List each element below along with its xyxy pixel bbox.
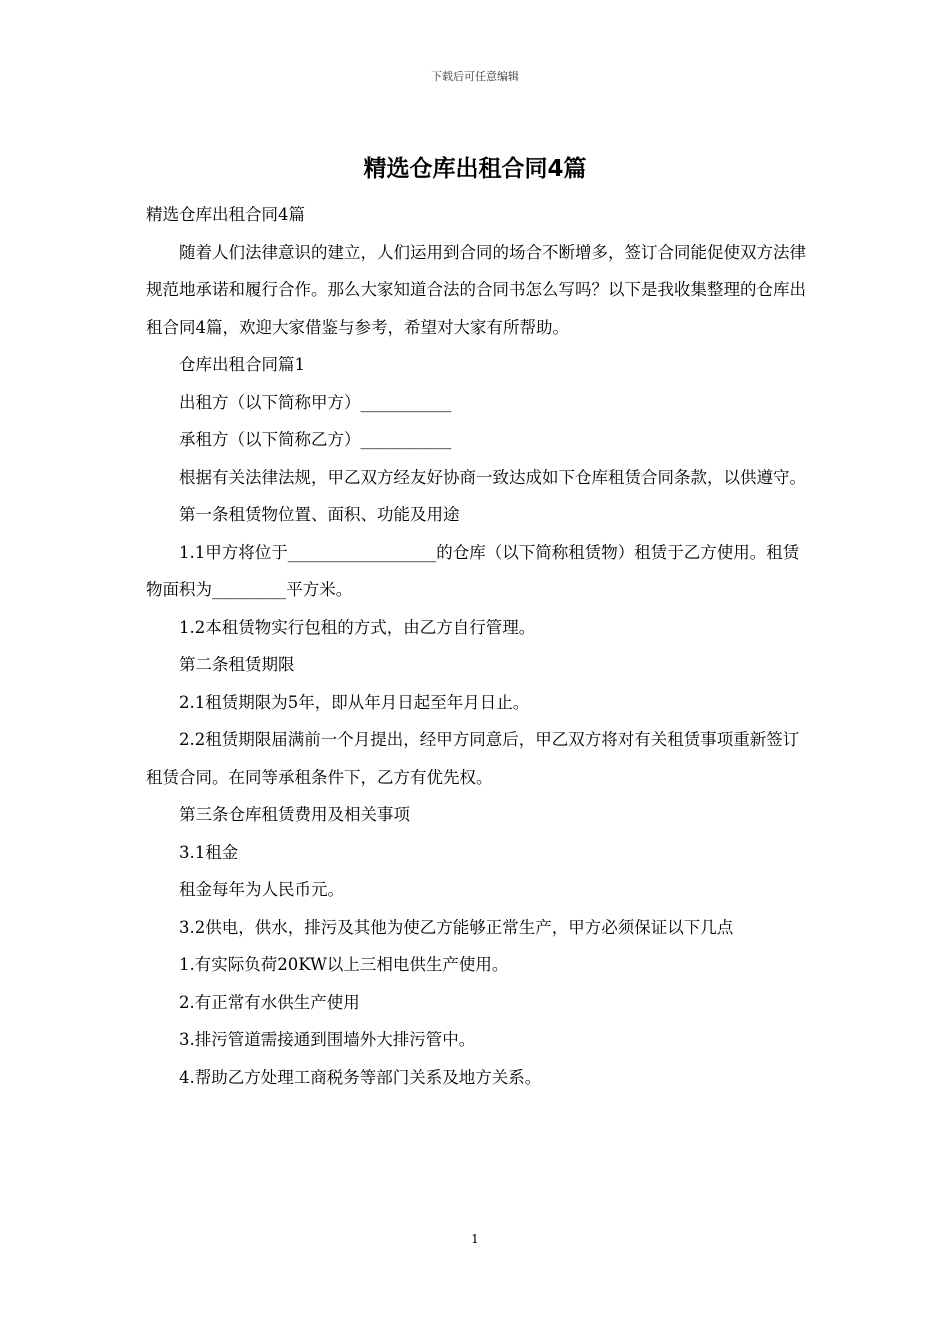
page-number: 1 (471, 1232, 479, 1246)
clause-heading: 第一条租赁物位置、面积、功能及用途 (179, 505, 460, 524)
list-item: 1.有实际负荷20KW以上三相电供生产使用。 (179, 955, 509, 974)
paragraph: 根据有关法律法规，甲乙双方经友好协商一致达成如下仓库租赁合同条款，以供遵守。 (179, 467, 806, 487)
paragraph: 随着人们法律意识的建立，人们运用到合同的场合不断增多，签订合同能促使双方法律规范地承诺和履行合作。那么大家知道合法的合同书怎么写吗？以下是我收集整理的仓库出租合同4篇，欢迎大家借鉴与参考，希望对大家有所帮助。 (146, 242, 806, 337)
document-title: 精选仓库出租合同4篇 (363, 156, 587, 182)
paragraph: 1.2本租赁物实行包租的方式，由乙方自行管理。 (179, 617, 536, 637)
clause-heading: 第二条租赁期限 (179, 655, 295, 674)
paragraph: 承租方（以下简称乙方）___________ (179, 430, 452, 449)
list-item: 4.帮助乙方处理工商税务等部门关系及地方关系。 (179, 1067, 542, 1087)
document-body (146, 196, 810, 1096)
clause-heading: 第三条仓库租赁费用及相关事项 (179, 805, 410, 824)
paragraph: 出租方（以下简称甲方）___________ (179, 392, 452, 412)
paragraph: 租金每年为人民币元。 (179, 880, 344, 899)
paragraph: 1.1甲方将位于__________________的仓库（以下简称租赁物）租赁于乙方使用。租赁物面积为_________平方米。 (146, 542, 800, 599)
paragraph: 3.2供电，供水，排污及其他为使乙方能够正常生产，甲方必须保证以下几点 (179, 917, 734, 937)
list-item: 2.有正常有水供生产使用 (179, 992, 360, 1012)
header-note: 下载后可任意编辑 (431, 70, 519, 83)
paragraph: 精选仓库出租合同4篇 (146, 205, 305, 224)
paragraph: 2.1租赁期限为5年，即从年月日起至年月日止。 (179, 692, 530, 712)
paragraph: 2.2租赁期限届满前一个月提出，经甲方同意后，甲乙双方将对有关租赁事项重新签订租赁合同。在同等承租条件下，乙方有优先权。 (146, 730, 800, 787)
section-heading: 仓库出租合同篇1 (179, 355, 305, 374)
paragraph: 3.1租金 (179, 842, 239, 862)
list-item: 3.排污管道需接通到围墙外大排污管中。 (179, 1030, 476, 1049)
